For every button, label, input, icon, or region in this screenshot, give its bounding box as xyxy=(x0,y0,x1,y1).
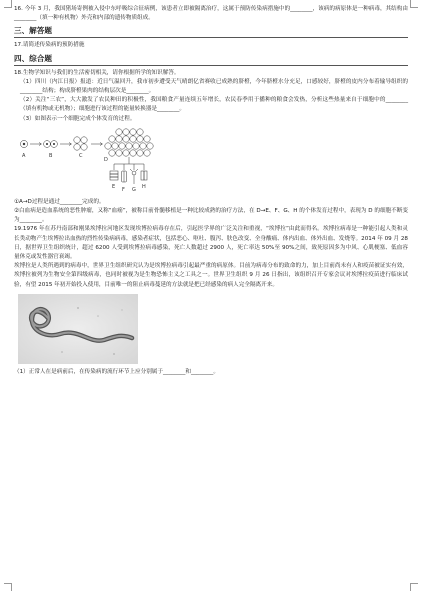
cell-c-3 xyxy=(74,144,80,150)
page-corner-mark xyxy=(4,583,12,591)
question-18-sub-1: ①A→D过程是通过________完成的。 xyxy=(14,198,105,205)
cell-c-4 xyxy=(81,144,87,150)
cell-b-2-nucleus xyxy=(53,143,55,145)
label-c: C xyxy=(79,152,83,159)
label-f: F xyxy=(122,186,125,193)
tissue-f xyxy=(122,171,127,182)
tissue-g xyxy=(130,169,138,184)
question-18-intro: 18.生物学知识与我们的生活密切相关，请你根据所学的知识解答。 xyxy=(14,69,180,76)
label-a: A xyxy=(22,152,26,159)
label-h: H xyxy=(142,183,146,190)
label-e: E xyxy=(112,183,116,190)
cell-development-diagram xyxy=(14,124,408,198)
question-18-part-3: （3）如图表示一个细胞完成个体发育的过程。 xyxy=(20,115,136,122)
ebola-virus-micrograph xyxy=(18,294,138,364)
question-19-paragraph-1: 19.1976 年在苏丹南部和刚果埃博拉河地区发现埃博拉病毒存在后，引起医学界的广泛关注和重视，“埃博拉”由此而得名。埃博拉病毒是一种能引起人类和灵长类动物产生埃博拉出血热的烈性传染病病毒，感染者症状，包括恶心、呕吐、腹泻、肤色改变、全身酸痛、体内出血、体外出血、发烧等。2014 年 09 月 28 日，据世界卫生组织统计，超过 6200 人受到埃博拉病毒感染，死亡人数超过 2900 人，死亡率达 50%至 90%之间，致死原因多为中风、心肌梗塞、低血容量休克或发性器官衰竭。 xyxy=(14,226,408,261)
label-d: D xyxy=(104,156,108,163)
section-heading-3: 三、解答题 xyxy=(14,26,52,36)
cell-c-1 xyxy=(74,137,80,143)
section-divider xyxy=(14,65,408,66)
tissue-e xyxy=(110,171,118,180)
page-corner-mark xyxy=(410,583,418,591)
section-divider xyxy=(14,37,408,38)
label-g: G xyxy=(132,186,136,193)
question-17: 17.请简述传染病的预防措施 xyxy=(14,42,85,49)
cell-development-figure xyxy=(14,124,408,198)
cell-c-2 xyxy=(81,137,87,143)
tissue-h xyxy=(141,171,147,180)
label-b: B xyxy=(49,152,53,159)
question-18-part-2: （2）关注“三农”，大大激发了农民种田的积极性，我国粮食产量连续五年增长，农民春季用于播种的粮食会发热，分析这些热量来自于细胞中的________（填有机物或无机物）；细胞进行该过程的能量转换器是________。 xyxy=(20,97,408,113)
question-16: 16. 今年 3 月，我国猪场寄例被入侵中东呼吸综合征病例，该患者立即被隔离治疗，这属于预防传染病措施中的________，该病的病原体是一种病毒，其结构由________（填一种有机物）外壳和内部的遗传物质组成。 xyxy=(14,6,408,22)
question-18-sub-2: ②白血病是造血系统的恶性肿瘤，又称“血癌”，被称目前骨髓移植是一种比较成熟的治疗方法，在 D→E、F、G、H 的个体发育过程中，表现为 D 的细胞不断变为________。 xyxy=(14,208,408,224)
question-19-paragraph-2: 埃博拉是人类所遇到的病毒中，世界卫生组织研究认为是埃博拉病毒引起最严重的病原体。目前为病毒分布的致命的力，加上目前尚未有人和疫苗被证实有效，埃博拉被列为生物安全第四级病毒，也同时被视为是生物恐怖主义之工具之一。世界卫生组织 9 月 26 日指出，该组织召开专家会议对埃博拉疫苗进行临床试验，有望 2015 年初开始投入使用，目前唯一的阻止病毒蔓延的方法就是把已经感染的病人完全隔离开来。 xyxy=(14,263,408,288)
cell-a-nucleus xyxy=(23,143,25,145)
section-heading-4: 四、综合题 xyxy=(14,53,52,63)
question-18-part-1: （1）四川（内江日报）报道：近日气温回升，我市初步遭受天气晴朗亿省赛收已成熟的脐橙，今年脐橙水分充足，口感较好，脐橙的皮内分布着输导组织的________结构；构成脐橙果肉的结构层次是________。 xyxy=(20,78,408,95)
question-19-sub-1: （1）正常人在是病前后，在传染病的流行环节上应分别属于________和________。 xyxy=(14,368,219,375)
ebola-virus-image xyxy=(18,294,138,364)
page-corner-mark xyxy=(410,0,418,8)
cell-b-1-nucleus xyxy=(46,143,48,145)
cell-mass-d xyxy=(105,129,153,156)
page-corner-mark xyxy=(4,0,12,8)
